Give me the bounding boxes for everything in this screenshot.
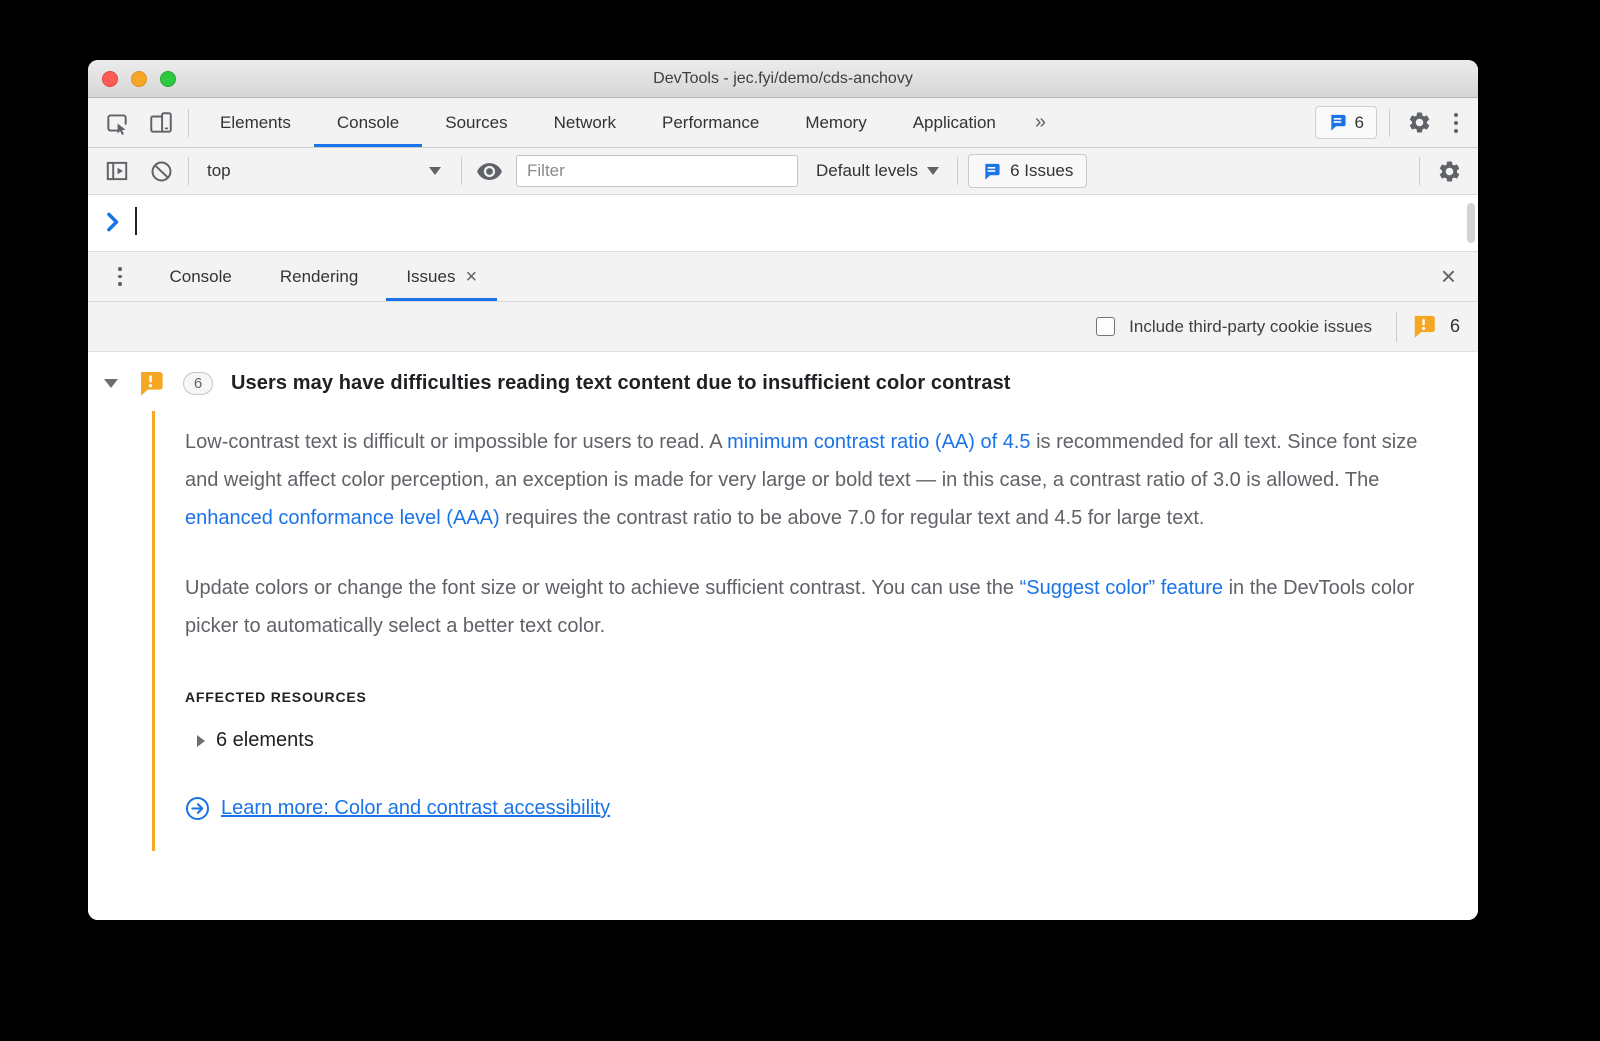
toolbar-divider: [1396, 312, 1397, 342]
tab-elements[interactable]: Elements: [220, 112, 291, 132]
issue-details: [152, 411, 1432, 851]
contrast-ratio-aa-link[interactable]: minimum contrast ratio (AA) of 4.5: [727, 431, 1031, 453]
affected-elements-toggle[interactable]: 6 elements: [197, 729, 1432, 752]
text-cursor: [135, 207, 137, 235]
console-toolbar: [88, 148, 1478, 195]
window-titlebar[interactable]: [88, 60, 1478, 98]
tab-memory[interactable]: Memory: [805, 112, 867, 132]
main-toolbar: [88, 98, 1478, 148]
issues-total-count: 6: [1449, 316, 1460, 336]
issues-counter-count: 6: [1354, 112, 1364, 132]
issues-button[interactable]: 6 Issues: [968, 154, 1087, 188]
warning-bubble-icon: [137, 370, 164, 397]
drawer-tab-issues[interactable]: Issues ×: [382, 252, 501, 301]
prompt-chevron-icon: [106, 211, 120, 238]
tab-console[interactable]: Console: [314, 98, 422, 147]
chevron-down-icon: [429, 167, 441, 175]
affected-resources-heading: AFFECTED RESOURCES: [185, 689, 367, 705]
third-party-cookies-label: Include third-party cookie issues: [1129, 316, 1372, 336]
console-prompt[interactable]: [88, 195, 1478, 252]
learn-more-link[interactable]: Learn more: Color and contrast accessibility: [221, 797, 611, 819]
arrow-circle-right-icon: [185, 796, 210, 821]
expand-elements-icon: [197, 735, 205, 747]
inspect-element-icon[interactable]: [100, 106, 134, 140]
javascript-context-select[interactable]: top: [199, 155, 451, 187]
toolbar-divider: [1389, 109, 1390, 137]
issues-counter-button[interactable]: [1315, 106, 1377, 139]
drawer-menu-icon[interactable]: [88, 252, 146, 301]
devtools-window: [88, 60, 1478, 920]
issues-content: [88, 352, 1478, 920]
close-drawer-icon[interactable]: ×: [1440, 261, 1456, 291]
message-bubble-icon: [1328, 113, 1347, 132]
toolbar-divider: [1419, 157, 1420, 185]
clear-console-icon[interactable]: [144, 154, 178, 188]
tab-sources[interactable]: Sources: [445, 112, 508, 132]
close-tab-icon[interactable]: ×: [465, 265, 478, 288]
tab-network[interactable]: Network: [553, 112, 616, 132]
suggest-color-feature-link[interactable]: “Suggest color” feature: [1019, 577, 1224, 599]
issue-title: Users may have difficulties reading text content due to insufficient color contrast: [231, 372, 1011, 394]
message-bubble-icon: [982, 162, 1001, 181]
drawer-tab-rendering[interactable]: Rendering: [279, 266, 359, 286]
issue-fix-paragraph: Update colors or change the font size or weight to achieve sufficient contrast. You can use the “Suggest color” feature in the DevTools color picker to automatically select a better text color.: [185, 577, 1415, 637]
scrollbar-thumb[interactable]: [1467, 203, 1475, 243]
issue-header[interactable]: [104, 370, 1478, 397]
drawer-tab-console[interactable]: Console: [169, 266, 232, 286]
toolbar-divider: [461, 157, 462, 185]
filter-input[interactable]: [516, 155, 798, 187]
issue-count-badge: 6: [183, 372, 213, 395]
log-levels-select[interactable]: Default levels: [808, 161, 947, 181]
issues-toolbar: [88, 302, 1478, 352]
collapse-issue-icon[interactable]: [104, 379, 118, 388]
toolbar-divider: [188, 109, 189, 137]
warning-bubble-icon: [1411, 314, 1436, 339]
learn-more-row: [185, 796, 1432, 821]
toolbar-divider: [957, 157, 958, 185]
panel-tabs: [197, 98, 1062, 147]
create-live-expression-icon[interactable]: [472, 154, 506, 188]
enhanced-conformance-aaa-link[interactable]: enhanced conformance level (AAA): [185, 507, 500, 529]
third-party-cookies-checkbox[interactable]: [1096, 317, 1115, 336]
console-settings-gear-icon[interactable]: [1432, 154, 1466, 188]
toolbar-divider: [188, 157, 189, 185]
tab-performance[interactable]: Performance: [661, 112, 760, 132]
device-toolbar-icon[interactable]: [144, 106, 178, 140]
window-title: DevTools - jec.fyi/demo/cds-anchovy: [653, 69, 913, 87]
chevron-down-icon: [927, 167, 939, 175]
console-sidebar-icon[interactable]: [100, 154, 134, 188]
settings-gear-icon[interactable]: [1402, 106, 1436, 140]
customize-devtools-icon[interactable]: [1448, 113, 1464, 133]
issue-description-paragraph: Low-contrast text is difficult or impossible for users to read. A minimum contrast ratio (AA) of 4.5 is recommended for all text. Since font size and weight affect color perception, an exception is made for very large or bold text — in this case, a contrast ratio of 3.0 is allowed. The enhanced conformance level (AAA) requires the contrast ratio to be above 7.0 for regular text and 4.5 for large text.: [185, 431, 1418, 529]
more-panels-icon[interactable]: »: [1034, 111, 1047, 133]
drawer-tabbar: [88, 252, 1478, 302]
tab-application[interactable]: Application: [912, 112, 996, 132]
